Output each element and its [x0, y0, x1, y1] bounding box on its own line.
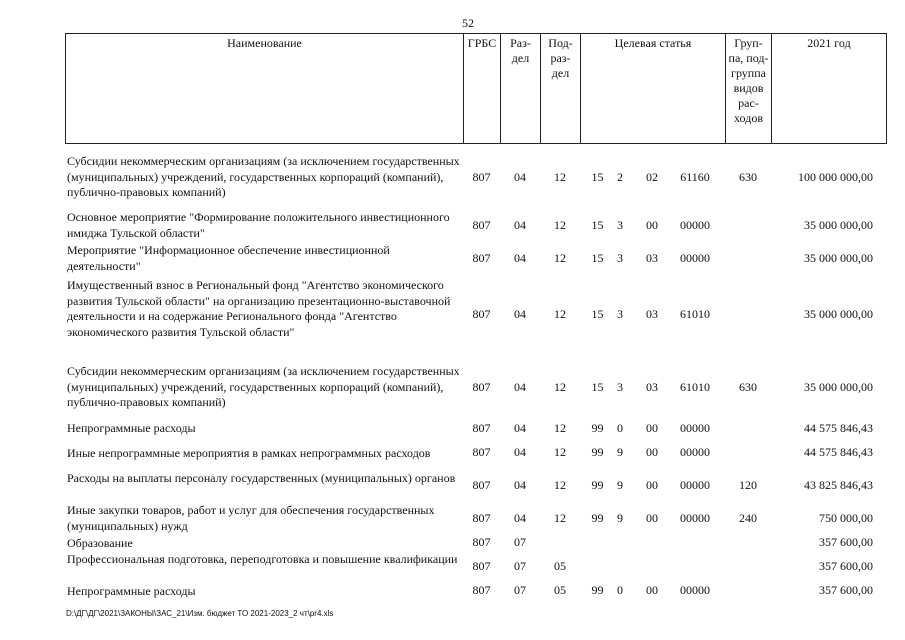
row-amount: 357 600,00	[819, 535, 873, 549]
row-t4: 61160	[680, 170, 710, 184]
row-grbs: 807	[472, 583, 491, 597]
page-number: 52	[462, 16, 474, 30]
row-t3: 00	[646, 478, 658, 492]
row-pr: 12	[554, 307, 566, 321]
row-name: Имущественный взнос в Региональный фонд "Агентство экономического развития Тульской области" на организацию презентационно-выставочной деятельности и на содержание Регионального фонда "Агентство экономического развития Тульской области"	[67, 278, 451, 339]
row-vr: 630	[739, 380, 757, 394]
row-t1: 15	[591, 218, 604, 232]
row-grbs: 807	[472, 478, 491, 492]
row-grbs: 807	[472, 251, 491, 265]
row-grbs: 807	[472, 445, 491, 459]
row-grbs: 807	[472, 380, 491, 394]
row-t3: 00	[646, 218, 658, 232]
row-vr: 120	[739, 478, 757, 492]
table-header	[65, 33, 887, 144]
row-name: Субсидии некоммерческим организациям (за исключением государственных (муниципальных) учреждений, государственных корпораций (компаний), публично-правовых компаний)	[67, 364, 460, 409]
row-rz: 04	[514, 511, 526, 525]
row-name: Мероприятие "Информационное обеспечение инвестиционной деятельности"	[67, 243, 390, 273]
row-rz: 04	[514, 478, 526, 492]
row-t1: 99	[591, 421, 604, 435]
row-rz: 04	[514, 307, 526, 321]
row-amount: 35 000 000,00	[804, 307, 873, 321]
row-amount: 750 000,00	[819, 511, 873, 525]
row-t2: 0	[617, 583, 623, 597]
header-grbs: ГРБС	[464, 34, 501, 143]
row-grbs: 807	[472, 511, 491, 525]
row-grbs: 807	[472, 535, 491, 549]
row-rz: 04	[514, 251, 526, 265]
row-t2: 2	[617, 170, 623, 184]
row-amount: 100 000 000,00	[798, 170, 873, 184]
row-grbs: 807	[472, 218, 491, 232]
row-name: Субсидии некоммерческим организациям (за исключением государственных (муниципальных) учреждений, государственных корпораций (компаний), публично-правовых компаний)	[67, 154, 460, 199]
row-t1: 99	[591, 445, 604, 459]
row-t1: 15	[591, 380, 604, 394]
row-pr: 12	[554, 421, 566, 435]
row-t3: 00	[646, 583, 658, 597]
row-rz: 07	[514, 559, 526, 573]
row-t4: 00000	[680, 251, 710, 265]
row-grbs: 807	[472, 307, 491, 321]
row-rz: 07	[514, 535, 526, 549]
header-year: 2021 год	[807, 36, 851, 50]
row-t1: 99	[591, 511, 604, 525]
header-razdel: Раз- дел	[501, 34, 541, 143]
row-t3: 00	[646, 511, 658, 525]
row-pr: 12	[554, 380, 566, 394]
row-amount: 35 000 000,00	[804, 218, 873, 232]
row-t3: 03	[646, 380, 658, 394]
header-group: Груп- па, под- группа видов рас- ходов	[726, 34, 772, 143]
row-rz: 04	[514, 445, 526, 459]
row-rz: 04	[514, 218, 526, 232]
row-pr: 12	[554, 170, 566, 184]
row-t4: 00000	[680, 445, 710, 459]
header-name: Наименование	[66, 34, 464, 143]
row-pr: 12	[554, 218, 566, 232]
row-t1: 15	[591, 251, 604, 265]
row-amount: 35 000 000,00	[804, 380, 873, 394]
row-name: Непрограммные расходы	[67, 421, 196, 435]
row-t4: 00000	[680, 478, 710, 492]
row-pr: 12	[554, 251, 566, 265]
row-t2: 3	[617, 251, 623, 265]
row-name: Образование	[67, 536, 133, 550]
row-rz: 04	[514, 421, 526, 435]
file-path-footer: D:\ДГ\ДГ\2021\ЗАКОНЫ\ЗАС_21\Изм. бюджет ТО 2021-2023_2 чт\pr4.xls	[66, 609, 334, 618]
row-amount: 43 825 846,43	[804, 478, 873, 492]
row-vr: 630	[739, 170, 757, 184]
row-t2: 3	[617, 307, 623, 321]
row-rz: 07	[514, 583, 526, 597]
row-t2: 3	[617, 218, 623, 232]
row-t2: 3	[617, 380, 623, 394]
row-t1: 99	[591, 583, 604, 597]
row-pr: 12	[554, 478, 566, 492]
row-t3: 00	[646, 421, 658, 435]
header-podrazdel: Под- раз- дел	[541, 34, 581, 143]
row-grbs: 807	[472, 559, 491, 573]
row-t1: 99	[591, 478, 604, 492]
row-name: Иные закупки товаров, работ и услуг для обеспечения государственных (муниципальных) нужд	[67, 503, 435, 533]
row-amount: 35 000 000,00	[804, 251, 873, 265]
row-rz: 04	[514, 170, 526, 184]
row-name: Расходы на выплаты персоналу государственных (муниципальных) органов	[67, 471, 456, 485]
row-pr: 12	[554, 511, 566, 525]
row-name: Профессиональная подготовка, переподготовка и повышение квалификации	[67, 552, 458, 566]
row-grbs: 807	[472, 421, 491, 435]
row-t3: 02	[646, 170, 658, 184]
row-amount: 44 575 846,43	[804, 445, 873, 459]
row-t4: 61010	[680, 307, 710, 321]
row-vr: 240	[739, 511, 757, 525]
row-name: Основное мероприятие "Формирование положительного инвестиционного имиджа Тульской области"	[67, 210, 450, 240]
row-pr: 05	[554, 583, 566, 597]
row-amount: 357 600,00	[819, 559, 873, 573]
header-target: Целевая статья	[581, 34, 726, 143]
row-name: Иные непрограммные мероприятия в рамках непрограммных расходов	[67, 446, 431, 460]
row-grbs: 807	[472, 170, 491, 184]
row-amount: 44 575 846,43	[804, 421, 873, 435]
row-t4: 00000	[680, 583, 710, 597]
row-t4: 00000	[680, 218, 710, 232]
row-t4: 00000	[680, 421, 710, 435]
row-t4: 61010	[680, 380, 710, 394]
row-amount: 357 600,00	[819, 583, 873, 597]
row-t3: 03	[646, 251, 658, 265]
row-t2: 0	[617, 421, 623, 435]
row-pr: 05	[554, 559, 566, 573]
row-t4: 00000	[680, 511, 710, 525]
row-t1: 15	[591, 307, 604, 321]
row-t1: 15	[591, 170, 604, 184]
row-t2: 9	[617, 511, 623, 525]
row-t2: 9	[617, 478, 623, 492]
row-rz: 04	[514, 380, 526, 394]
row-t2: 9	[617, 445, 623, 459]
row-name: Непрограммные расходы	[67, 584, 196, 598]
row-pr: 12	[554, 445, 566, 459]
row-t3: 00	[646, 445, 658, 459]
row-t3: 03	[646, 307, 658, 321]
